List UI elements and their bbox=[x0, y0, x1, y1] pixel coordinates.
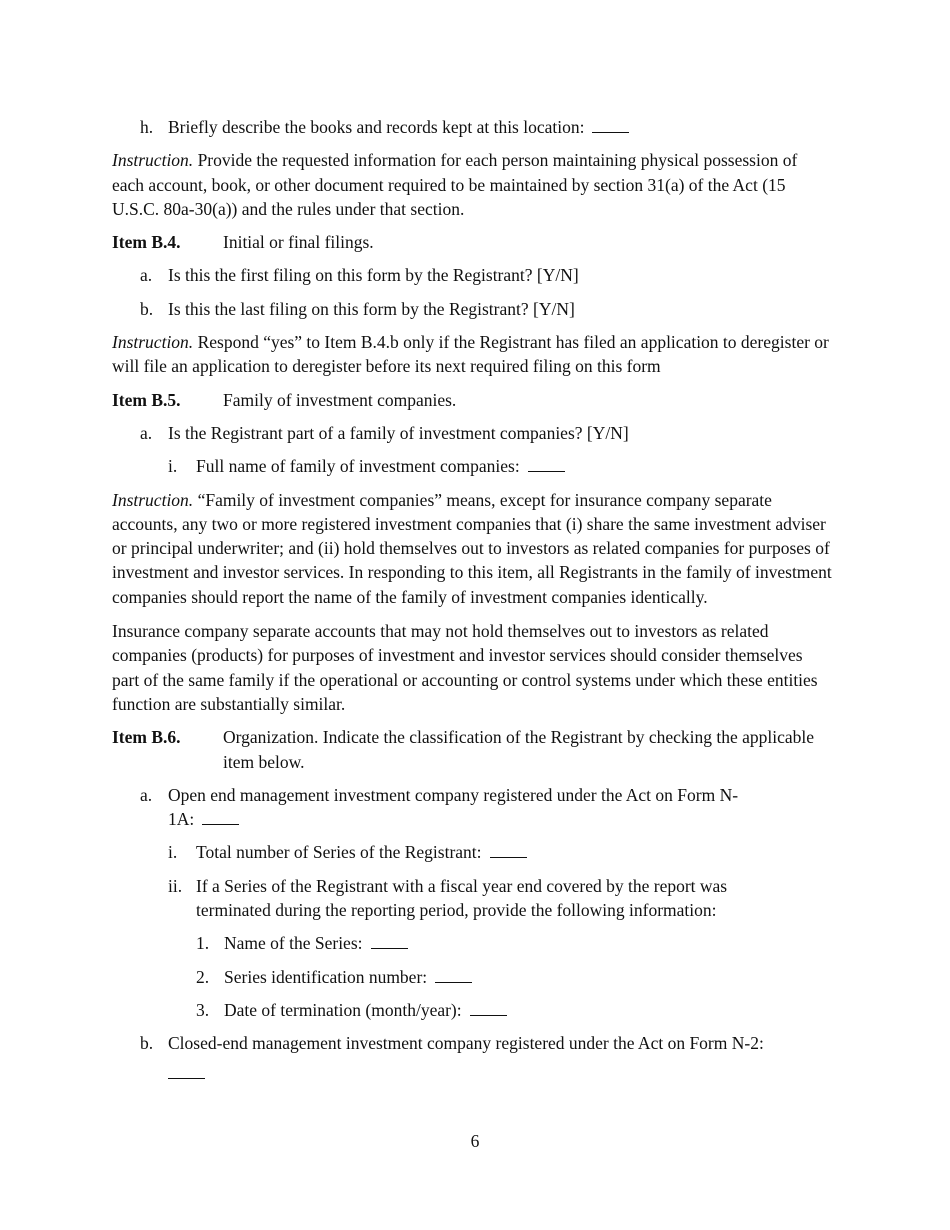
answer-blank[interactable] bbox=[168, 1062, 205, 1079]
answer-blank[interactable] bbox=[202, 808, 239, 825]
item-b4-a bbox=[140, 263, 832, 287]
item-text: Total number of Series of the Registrant: bbox=[196, 842, 482, 863]
list-marker: ii. bbox=[168, 875, 183, 896]
instruction-paragraph bbox=[112, 488, 832, 609]
item-text: Is this the last filing on this form by the Registrant? [Y/N] bbox=[168, 298, 575, 319]
item-b6-a-i bbox=[168, 840, 832, 864]
item-b6-a-ii-3 bbox=[196, 998, 832, 1022]
instruction-text: Provide the requested information for each person maintaining physical possession of each account, book, or other document required to be maintained by section 31(a) of the Act (15 U.S.C. 80a-30(a)) and the rules under that section. bbox=[112, 150, 798, 219]
list-marker: 1. bbox=[196, 933, 210, 954]
item-title: Organization. Indicate the classification of the Registrant by checking the applicable item below. bbox=[223, 727, 815, 772]
list-marker: b. bbox=[140, 298, 154, 319]
item-label: Item B.4. bbox=[112, 232, 181, 253]
instruction-label: Instruction. bbox=[112, 489, 194, 510]
item-text: Name of the Series: bbox=[224, 933, 363, 954]
item-text: Is this the first filing on this form by the Registrant? [Y/N] bbox=[168, 265, 579, 286]
item-b6-heading bbox=[112, 725, 832, 774]
answer-blank[interactable] bbox=[490, 841, 527, 858]
list-marker: 3. bbox=[196, 999, 210, 1020]
page-number: 6 bbox=[470, 1131, 480, 1151]
list-marker: a. bbox=[140, 422, 153, 443]
item-text: Full name of family of investment companies: bbox=[196, 456, 520, 477]
insurance-paragraph: Insurance company separate accounts that may not hold themselves out to investors as related companies (products) for purposes of investment and investor services should consider themselves part of the same family if the operational or accounting or control systems under which these entities function are substantially similar. bbox=[112, 621, 818, 714]
instruction-label: Instruction. bbox=[112, 332, 194, 353]
item-b6-a bbox=[140, 783, 832, 832]
list-marker: b. bbox=[140, 1033, 154, 1054]
answer-blank[interactable] bbox=[470, 999, 507, 1016]
item-text: Series identification number: bbox=[224, 966, 428, 987]
document-page bbox=[112, 112, 832, 1085]
instruction-paragraph bbox=[112, 330, 832, 379]
list-marker: h. bbox=[140, 117, 154, 137]
item-title: Initial or final filings. bbox=[223, 232, 374, 253]
list-marker: i. bbox=[168, 456, 178, 477]
item-title: Family of investment companies. bbox=[223, 389, 457, 410]
instruction-paragraph bbox=[112, 148, 832, 221]
item-b5-a bbox=[140, 421, 832, 445]
answer-blank[interactable] bbox=[592, 116, 629, 133]
answer-blank[interactable] bbox=[435, 966, 472, 983]
list-marker: i. bbox=[168, 842, 178, 863]
item-b4-heading bbox=[112, 230, 832, 254]
item-text: Is the Registrant part of a family of investment companies? [Y/N] bbox=[168, 422, 629, 443]
list-marker: 2. bbox=[196, 966, 210, 987]
instruction-text: Respond “yes” to Item B.4.b only if the Registrant has filed an application to deregister or will file an application to deregister before its next required filing on this form bbox=[112, 332, 829, 377]
answer-blank[interactable] bbox=[528, 455, 565, 472]
item-label: Item B.6. bbox=[112, 727, 181, 748]
item-b6-a-ii-1 bbox=[196, 931, 832, 955]
item-text: Closed-end management investment company registered under the Act on Form N-2: bbox=[168, 1033, 764, 1054]
item-b4-b bbox=[140, 297, 832, 321]
item-label: Item B.5. bbox=[112, 389, 181, 410]
instruction-text: “Family of investment companies” means, except for insurance company separate accounts, any two or more registered investment companies that (i) share the same investment adviser or principal underwriter; and (ii) hold themselves out to investors as related companies for purposes of investment and investor services. In responding to this item, all Registrants in the family of investment companies should report the name of the family of investment companies identically. bbox=[112, 489, 832, 607]
item-text: Open end management investment company registered under the Act on Form N-1A: bbox=[168, 784, 739, 830]
instruction-label: Instruction. bbox=[112, 150, 194, 171]
item-text: If a Series of the Registrant with a fiscal year end covered by the report was terminated during the reporting period, provide the following information: bbox=[196, 875, 728, 921]
item-b6-a-ii bbox=[168, 874, 832, 923]
answer-blank[interactable] bbox=[371, 932, 408, 949]
item-b5-heading bbox=[112, 388, 832, 412]
item-b5-a-i bbox=[168, 454, 832, 478]
item-text: Briefly describe the books and records kept at this location: bbox=[168, 117, 585, 137]
item-h bbox=[140, 115, 832, 139]
list-marker: a. bbox=[140, 784, 153, 805]
item-b6-a-ii-2 bbox=[196, 965, 832, 989]
item-b6-b bbox=[140, 1031, 832, 1085]
list-marker: a. bbox=[140, 265, 153, 286]
item-text: Date of termination (month/year): bbox=[224, 999, 462, 1020]
